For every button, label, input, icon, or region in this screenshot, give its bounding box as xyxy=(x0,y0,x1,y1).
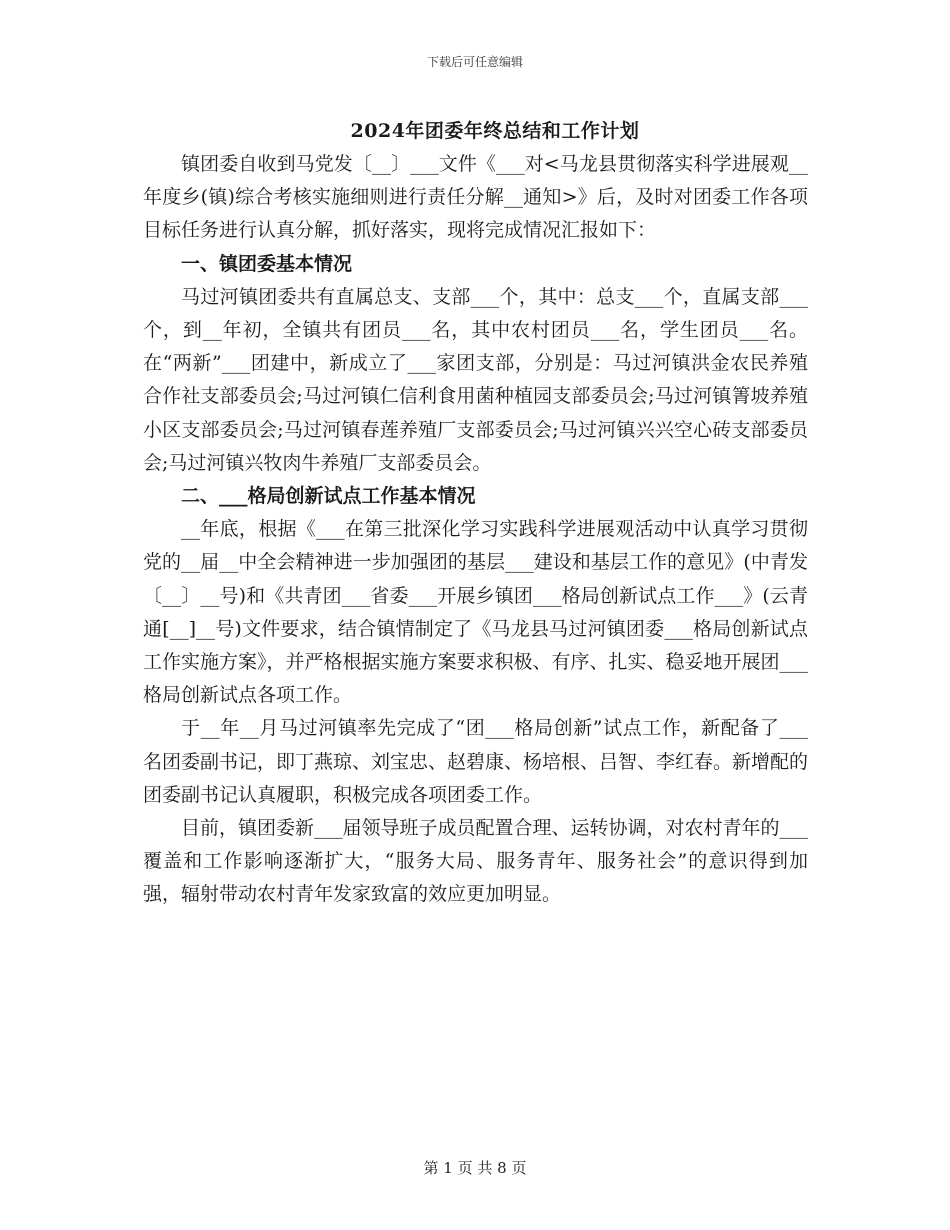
header-note: 下载后可任意编辑 xyxy=(426,55,523,69)
document-body xyxy=(143,148,808,912)
section-2-paragraph-1: __年底，根据《___在第三批深化学习实践科学进展观活动中认真学习贯彻党的__届__中全会精神进一步加强团的基层___建设和基层工作的意见》(中青发〔__〕__号)和《共青团___省委___开展乡镇团___格局创新试点工作___》(云青通[__]__号)文件要求，结合镇情制定了《马龙县马过河镇团委___格局创新试点工作实施方案》，并严格根据实施方案要求积极、有序、扎实、稳妥地开展团___格局创新试点各项工作。 xyxy=(143,518,809,707)
section-2-paragraph-3: 目前，镇团委新___届领导班子成员配置合理、运转协调，对农村青年的___覆盖和工作影响逐渐扩大，“服务大局、服务青年、服务社会”的意识得到加强，辐射带动农村青年发家致富的效应更加明显。 xyxy=(143,817,809,906)
intro-paragraph: 镇团委自收到马党发〔__〕___文件《___对<马龙县贯彻落实科学进展观__年度乡(镇)综合考核实施细则进行责任分解__通知>》后，及时对团委工作各项目标任务进行认真分解，抓好落实，现将完成情况汇报如下： xyxy=(143,153,808,242)
section-2-paragraph-2: 于__年__月马过河镇率先完成了“团___格局创新”试点工作，新配备了___名团委副书记，即丁燕琼、刘宝忠、赵碧康、杨培根、吕智、李红春。新增配的团委副书记认真履职，积极完成各项团委工作。 xyxy=(143,717,809,806)
section-heading-1: 一、镇团委基本情况 xyxy=(181,252,353,275)
section-heading-2: 二、___格局创新试点工作基本情况 xyxy=(181,485,476,508)
document-title: 2024年团委年终总结和工作计划 xyxy=(350,120,640,142)
section-1-paragraph: 马过河镇团委共有直属总支、支部___个，其中：总支___个，直属支部___个，到__年初，全镇共有团员___名，其中农村团员___名，学生团员___名。在“两新”___团建中，新成立了___家团支部，分别是：马过河镇洪金农民养殖合作社支部委员会;马过河镇仁信利食用菌种植园支部委员会;马过河镇箐坡养殖小区支部委员会;马过河镇春莲养殖厂支部委员会;马过河镇兴兴空心砖支部委员会;马过河镇兴牧肉牛养殖厂支部委员会。 xyxy=(143,285,808,474)
page-number: 第 1 页 共 8 页 xyxy=(423,1159,527,1177)
